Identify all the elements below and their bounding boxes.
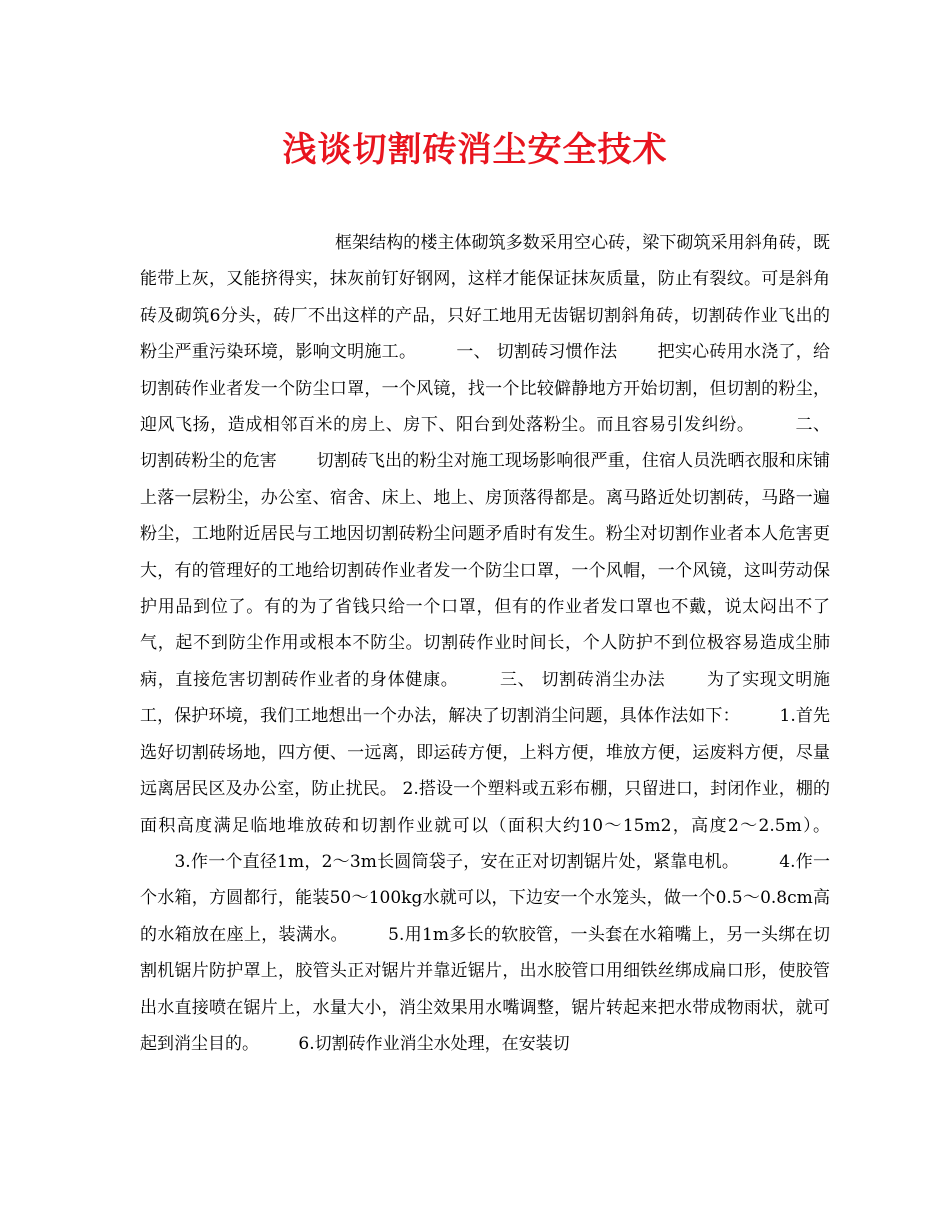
page-title: 浅谈切割砖消尘安全技术: [282, 130, 668, 170]
body-paragraph: 框架结构的楼主体砌筑多数采用空心砖，梁下砌筑采用斜角砖，既能带上灰，又能挤得实，抹灰前钉好钢网，这样才能保证抹灰质量，防止有裂纹。可是斜角砖及砌筑6分头，砖厂不出这样的产品，只好工地用无齿锯切割斜角砖，切割砖作业飞出的粉尘严重污染环境，影响文明施工。 一、 切割砖习惯作法 把实心砖用水浇了，给切割砖作业者发一个防尘口罩，一个风镜，找一个比较僻静地方开始切割，但切割的粉尘，迎风飞扬，造成相邻百米的房上、房下、阳台到处落粉尘。而且容易引发纠纷。 二、 切割砖粉尘的危害 切割砖飞出的粉尘对施工现场影响很严重，住宿人员洗晒衣服和床铺上落一层粉尘，办公室、宿舍、床上、地上、房顶落得都是。离马路近处切割砖，马路一遍粉尘，工地附近居民与工地因切割砖粉尘问题矛盾时有发生。粉尘对切割作业者本人危害更大，有的管理好的工地给切割砖作业者发一个防尘口罩，一个风帽，一个风镜，这叫劳动保护用品到位了。有的为了省钱只给一个口罩，但有的作业者发口罩也不戴，说太闷出不了气，起不到防尘作用或根本不防尘。切割砖作业时间长，个人防护不到位极容易造成尘肺病，直接危害切割砖作业者的身体健康。 三、 切割砖消尘办法 为了实现文明施工，保护环境，我们工地想出一个办法，解决了切割消尘问题，具体作法如下： 1.首先选好切割砖场地，四方便、一远离，即运砖方便，上料方便，堆放方便，运废料方便，尽量远离居民区及办公室，防止扰民。 2.搭设一个塑料或五彩布棚，只留进口，封闭作业，棚的面积高度满足临地堆放砖和切割作业就可以（面积大约10～15m2，高度2～2.5m）。 3.作一个直径1m，2～3m长圆筒袋子，安在正对切割锯片处，紧靠电机。 4.作一个水箱，方圆都行，能装50～100kg水就可以，下边安一个水笼头，做一个0.5～0.8cm高的水箱放在座上，装满水。 5.用1m多长的软胶管，一头套在水箱嘴上，另一头绑在切割机锯片防护罩上，胶管头正对锯片并靠近锯片，出水胶管口用细铁丝绑成扁口形，使胶管出水直接喷在锯片上，水量大小，消尘效果用水嘴调整，锯片转起来把水带成物雨状，就可起到消尘目的。 6.切割砖作业消尘水处理，在安装切: [140, 233, 830, 1054]
